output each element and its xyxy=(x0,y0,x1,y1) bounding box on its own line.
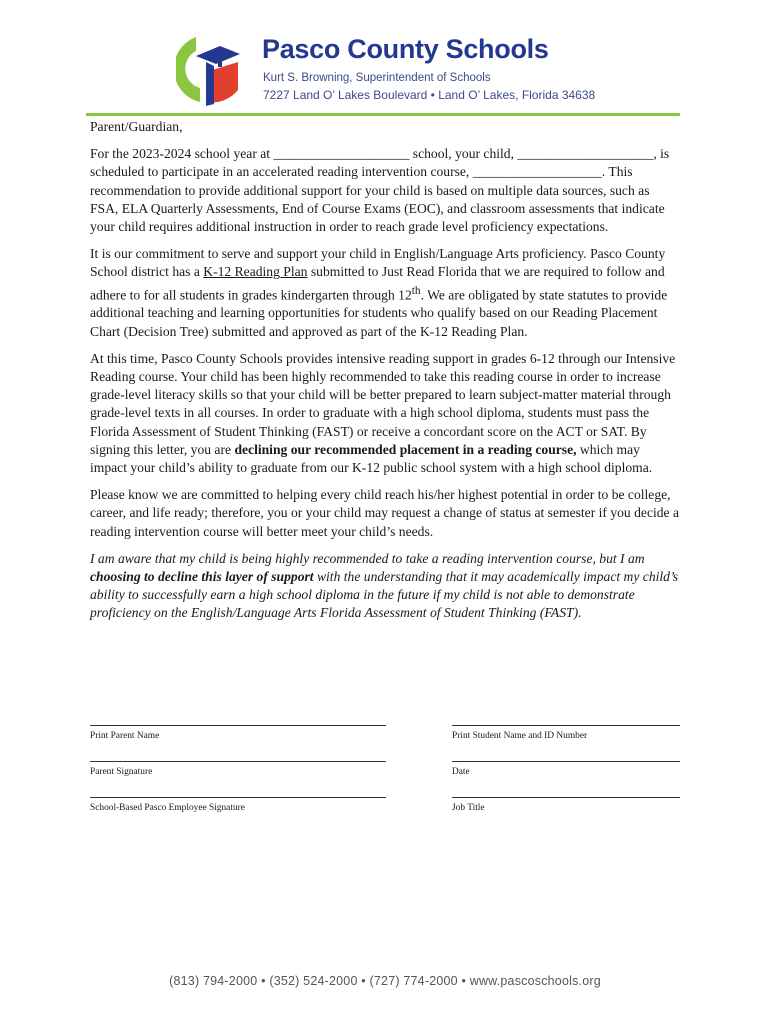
print-parent-name-line[interactable] xyxy=(90,725,386,726)
footer-contact: (813) 794-2000 • (352) 524-2000 • (727) 774-2000 • www.pascoschools.org xyxy=(169,974,601,988)
paragraph-5-acknowledgement xyxy=(90,550,680,623)
address-line: 7227 Land O’ Lakes Boulevard • Land O’ Lakes, Florida 34638 xyxy=(263,88,596,102)
paragraph-4: Please know we are committed to helping every child reach his/her highest potential in order to be college, career, and life ready; therefore, you or your child may request a change of status at semester if you decide a reading intervention course will better meet your child’s needs. xyxy=(90,487,680,539)
job-title-label: Job Title xyxy=(452,803,485,813)
date-label: Date xyxy=(452,767,470,777)
job-title-line[interactable] xyxy=(452,797,680,798)
paragraph-3-text-c: which may impact your child’s ability to graduate from our K-12 public school system with a high school diploma. xyxy=(90,441,653,475)
signature-row-1 xyxy=(90,725,682,761)
signature-row-2 xyxy=(90,761,682,797)
superscript-th: th xyxy=(411,284,421,297)
signature-row-3 xyxy=(90,797,682,833)
paragraph-5-bold: choosing to decline this layer of support xyxy=(90,569,314,584)
salutation: Parent/Guardian, xyxy=(90,119,183,134)
print-parent-name-label: Print Parent Name xyxy=(90,731,160,741)
paragraph-3 xyxy=(90,350,680,477)
org-name: Pasco County Schools xyxy=(262,34,549,64)
employee-signature-label: School-Based Pasco Employee Signature xyxy=(90,803,245,813)
letter-body xyxy=(90,118,680,632)
header-divider xyxy=(86,113,680,116)
paragraph-2-text-b: submitted to Just Read Florida that we are required to follow and adhere to for all students in grades kindergarten through 12 xyxy=(90,264,665,303)
parent-signature-line[interactable] xyxy=(90,761,386,762)
k12-reading-plan-link[interactable]: K-12 Reading Plan xyxy=(203,264,308,280)
paragraph-3-text-a: At this time, Pasco County Schools provides intensive reading support in grades 6-12 through our Intensive Reading course. Your child has been highly recommended to take this reading course in order to increase grade-level literacy skills so that your child will be better prepared to learn subject-matter material through grade-level texts in all courses. In order to graduate with a high school diploma, students must pass the Florida Assessment of Student Thinking (FAST) or receive a concordant score on the ACT or SAT. By signing this letter, you are xyxy=(90,350,676,457)
employee-signature-line[interactable] xyxy=(90,797,386,798)
paragraph-1: For the 2023-2024 school year at ____________________ school, your child, ____________________, is scheduled to participate in an accelerated reading intervention course, ___________________. This recommendation to provide additional support for your child is based on multiple data sources, such as FSA, ELA Quarterly Assessments, End of Course Exams (EOC), and classroom assessments that indicate your child requires additional instruction in order to reach grade level proficiency expectations. xyxy=(90,146,670,235)
paragraph-5-text-a: I am aware that my child is being highly recommended to take a reading intervention course, but I am xyxy=(90,550,645,566)
print-student-name-line[interactable] xyxy=(452,725,680,726)
paragraph-2-text-a: It is our commitment to serve and support your child in English/Language Arts proficiency. Pasco County School district has a xyxy=(90,246,666,280)
date-line[interactable] xyxy=(452,761,680,762)
letterhead xyxy=(176,32,596,106)
paragraph-5-text-b: with the understanding that it may academically impact my child’s ability to successfully earn a high school diploma in the future if my child is not able to demonstrate proficiency on the English/Language Arts Florida Assessment of Student Thinking (FAST). xyxy=(90,569,679,621)
signature-section xyxy=(90,725,682,833)
paragraph-2-text-c: . We are obligated by state statutes to provide additional teaching and learning opportunities for students who qualify based on our Reading Placement Chart (Decision Tree) submitted and approved as part of the K-12 Reading Plan. xyxy=(90,287,668,339)
paragraph-2 xyxy=(90,245,680,341)
superintendent-line: Kurt S. Browning, Superintendent of Schools xyxy=(263,72,491,84)
paragraph-3-bold: declining our recommended placement in a reading course, xyxy=(234,441,577,457)
parent-signature-label: Parent Signature xyxy=(90,767,153,777)
pasco-schools-logo-icon xyxy=(176,32,252,106)
print-student-name-label: Print Student Name and ID Number xyxy=(452,731,588,741)
